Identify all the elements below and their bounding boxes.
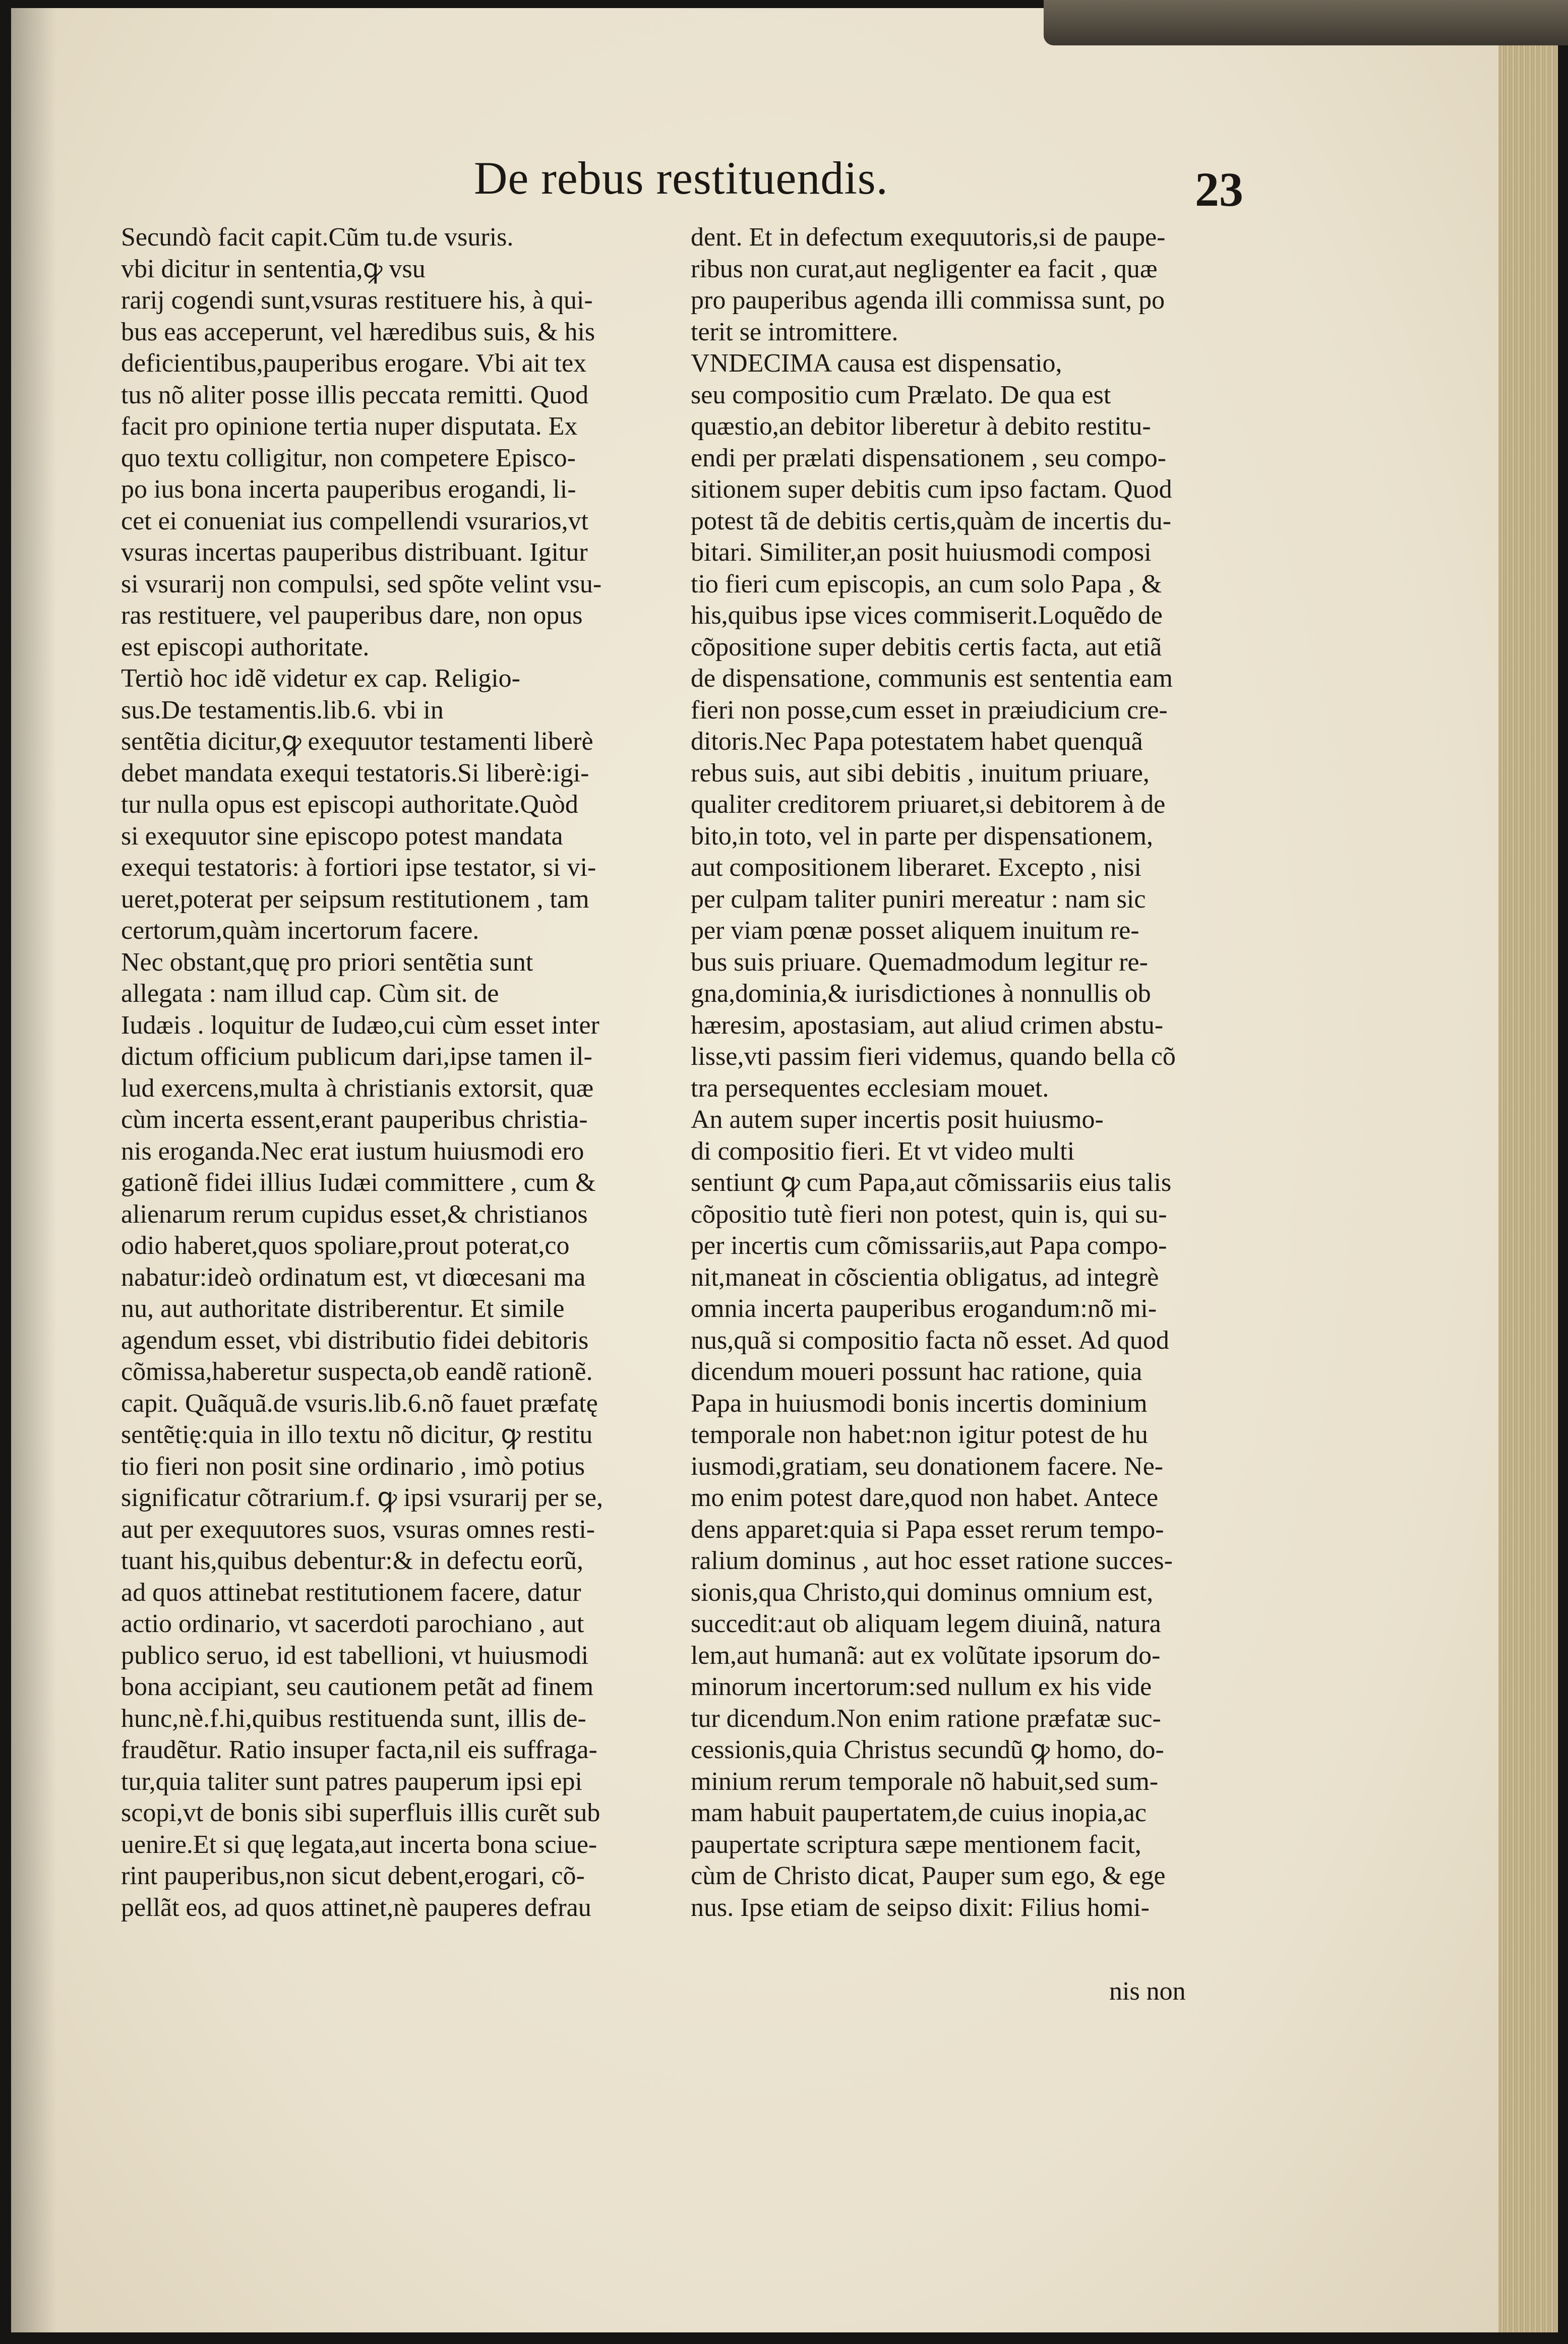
text-line: Iudæis . loquitur de Iudæo,cui cùm esset inter	[121, 1010, 599, 1040]
text-line: lem,aut humanã: aut ex volũtate ipsorum do-	[691, 1641, 1161, 1670]
text-line: cessionis,quia Christus secundũ ꝙ homo, do-	[691, 1735, 1164, 1764]
text-line: gna,dominia,& iurisdictiones à nonnullis ob	[691, 979, 1151, 1008]
book-clasp	[1044, 0, 1568, 45]
text-line: tur nulla opus est episcopi authoritate.Quòd	[121, 790, 578, 819]
text-line: nis eroganda.Nec erat iustum huiusmodi ero	[121, 1136, 584, 1166]
gutter-shadow	[11, 8, 56, 2332]
text-line: nus,quã si compositio facta nõ esset. Ad quod	[691, 1326, 1169, 1355]
text-line: An autem super incertis posit huiusmo-	[691, 1105, 1104, 1134]
text-line: succedit:aut ob aliquam legem diuinã, natura	[691, 1609, 1161, 1638]
text-line: Papa in huiusmodi bonis incertis dominium	[691, 1389, 1148, 1418]
text-line: tuant his,quibus debentur:& in defectu eorũ,	[121, 1546, 584, 1575]
text-line: di compositio fieri. Et vt video multi	[691, 1136, 1075, 1166]
text-line: bus suis priuare. Quemadmodum legitur re-	[691, 947, 1148, 977]
text-line: sentẽtię:quia in illo textu nõ dicitur, ꝙ restitu	[121, 1420, 593, 1449]
text-line: ribus non curat,aut negligenter ea facit , quæ	[691, 254, 1158, 283]
text-line: tio fieri non posit sine ordinario , imò potius	[121, 1452, 585, 1481]
text-line: publico seruo, id est tabellioni, vt huiusmodi	[121, 1641, 589, 1670]
text-line: hæresim, apostasiam, aut aliud crimen abstu-	[691, 1010, 1164, 1040]
text-line: rebus suis, aut sibi debitis , inuitum priuare,	[691, 758, 1150, 788]
text-line: hunc,nè.f.hi,quibus restituenda sunt, illis de-	[121, 1704, 586, 1733]
text-line: Secundò facit capit.Cũm tu.de vsuris.	[121, 223, 514, 252]
text-line: seu compositio cum Prælato. De qua est	[691, 380, 1111, 409]
text-line: quæstio,an debitor liberetur à debito restitu-	[691, 412, 1151, 441]
text-line: temporale non habet:non igitur potest de hu	[691, 1420, 1148, 1449]
running-head: De rebus restituendis.	[474, 152, 888, 204]
page-fore-edge	[1498, 8, 1558, 2332]
text-line: certorum,quàm incertorum facere.	[121, 916, 479, 945]
text-line: ditoris.Nec Papa potestatem habet quenquã	[691, 727, 1143, 756]
text-line: ueret,poterat per seipsum restitutionem , tam	[121, 884, 589, 914]
text-line: est episcopi authoritate.	[121, 632, 370, 662]
text-line: pro pauperibus agenda illi commissa sunt, po	[691, 286, 1165, 315]
text-line: exequi testatoris: à fortiori ipse testator, si vi-	[121, 853, 596, 882]
catchword: nis non	[1109, 1977, 1186, 2006]
text-line: tra persequentes ecclesiam mouet.	[691, 1073, 1049, 1103]
text-line: fraudẽtur. Ratio insuper facta,nil eis suffraga-	[121, 1735, 597, 1764]
text-line: aut per exequutores suos, vsuras omnes resti-	[121, 1515, 595, 1544]
text-line: mam habuit paupertatem,de cuius inopia,ac	[691, 1798, 1147, 1827]
text-line: dicendum moueri possunt hac ratione, quia	[691, 1357, 1142, 1386]
text-line: ras restituere, vel pauperibus dare, non opus	[121, 601, 583, 630]
text-line: bona accipiant, seu cautionem petãt ad finem	[121, 1672, 594, 1701]
text-line: cõmissa,haberetur suspecta,ob eandẽ rationẽ.	[121, 1357, 593, 1386]
text-line: nabatur:ideò ordinatum est, vt diœcesani ma	[121, 1263, 586, 1292]
text-line: dens apparet:quia si Papa esset rerum tempo-	[691, 1515, 1164, 1544]
text-line: dent. Et in defectum exequutoris,si de paupe-	[691, 223, 1166, 252]
text-line: tur,quia taliter sunt patres pauperum ipsi epi	[121, 1767, 582, 1796]
text-line: per viam pœnæ posset aliquem inuitum re-	[691, 916, 1139, 945]
text-line: dictum officium publicum dari,ipse tamen il-	[121, 1042, 592, 1071]
text-line: capit. Quãquã.de vsuris.lib.6.nõ fauet præfatę	[121, 1389, 598, 1418]
text-line: Nec obstant,quę pro priori sentẽtia sunt	[121, 947, 533, 977]
text-line: facit pro opinione tertia nuper disputata. Ex	[121, 412, 578, 441]
text-line: rarij cogendi sunt,vsuras restituere his, à qui-	[121, 286, 593, 315]
text-line: sionis,qua Christo,qui dominus omnium est,	[691, 1578, 1154, 1607]
text-line: omnia incerta pauperibus erogandum:nõ mi-	[691, 1294, 1157, 1323]
text-line: terit se intromittere.	[691, 317, 898, 346]
text-line: minium rerum temporale nõ habuit,sed sum-	[691, 1767, 1159, 1796]
text-line: vbi dicitur in sententia,ꝙ vsu	[121, 254, 426, 283]
left-column	[121, 222, 691, 1924]
text-line: iusmodi,gratiam, seu donationem facere. Ne-	[691, 1452, 1164, 1481]
text-line: rint pauperibus,non sicut debent,erogari, cõ-	[121, 1861, 585, 1890]
text-line: actio ordinario, vt sacerdoti parochiano , aut	[121, 1609, 584, 1638]
text-line: allegata : nam illud cap. Cùm sit. de	[121, 979, 499, 1008]
text-line: aut compositionem liberaret. Excepto , nisi	[691, 853, 1141, 882]
text-line: bitari. Similiter,an posit huiusmodi composi	[691, 538, 1152, 567]
text-line: potest tã de debitis certis,quàm de incertis du-	[691, 506, 1172, 535]
text-line: bus eas acceperunt, vel hæredibus suis, & his	[121, 317, 595, 346]
text-line: per culpam taliter puniri mereatur : nam sic	[691, 884, 1146, 914]
text-line: agendum esset, vbi distributio fidei debitoris	[121, 1326, 589, 1355]
text-line: cet ei conueniat ius compellendi vsurarios,vt	[121, 506, 589, 535]
text-line: nit,maneat in cõscientia obligatus, ad integrè	[691, 1263, 1159, 1292]
text-line: sentiunt ꝙ cum Papa,aut cõmissariis eius talis	[691, 1168, 1172, 1197]
text-line: odio haberet,quos spoliare,prout poterat,co	[121, 1231, 570, 1260]
text-line: gationẽ fidei illius Iudæi committere , cum &	[121, 1168, 596, 1197]
text-line: cõpositio tutè fieri non potest, quin is, qui su-	[691, 1199, 1167, 1229]
text-line: nus. Ipse etiam de seipso dixit: Filius homi-	[691, 1893, 1150, 1922]
text-line: bito,in toto, vel in parte per dispensationem,	[691, 821, 1154, 851]
text-line: lud exercens,multa à christianis extorsit, quæ	[121, 1073, 594, 1103]
text-line: minorum incertorum:sed nullum ex his vide	[691, 1672, 1152, 1701]
text-line: mo enim potest dare,quod non habet. Antece	[691, 1483, 1159, 1512]
text-line: qualiter creditorem priuaret,si debitorem à de	[691, 790, 1166, 819]
text-line: ralium dominus , aut hoc esset ratione succes-	[691, 1546, 1173, 1575]
text-line: paupertate scriptura sæpe mentionem facit,	[691, 1830, 1141, 1859]
text-line: Tertiò hoc idẽ videtur ex cap. Religio-	[121, 664, 520, 693]
text-line: vsuras incertas pauperibus distribuant. Igitur	[121, 538, 588, 567]
text-line: tus nõ aliter posse illis peccata remitti. Quod	[121, 380, 589, 409]
text-line: tio fieri cum episcopis, an cum solo Papa , &	[691, 569, 1162, 598]
text-line: sus.De testamentis.lib.6. vbi in	[121, 695, 444, 725]
text-line: sentẽtia dicitur,ꝙ exequutor testamenti liberè	[121, 727, 593, 756]
folio-number: 23	[1195, 162, 1243, 216]
text-line: fieri non posse,cum esset in præiudicium cre-	[691, 695, 1168, 725]
text-line: si exequutor sine episcopo potest mandata	[121, 821, 563, 851]
text-line: lisse,vti passim fieri videmus, quando bella cõ	[691, 1042, 1176, 1071]
text-line: alienarum rerum cupidus esset,& christianos	[121, 1199, 588, 1229]
text-line: per incertis cum cõmissariis,aut Papa compo-	[691, 1231, 1167, 1260]
text-line: deficientibus,pauperibus erogare. Vbi ait tex	[121, 349, 587, 378]
text-line: cõpositione super debitis certis facta, aut etiã	[691, 632, 1162, 662]
text-line: significatur cõtrarium.f. ꝙ ipsi vsurarij per se,	[121, 1483, 604, 1512]
text-line: ad quos attinebat restitutionem facere, datur	[121, 1578, 581, 1607]
text-line: cùm de Christo dicat, Pauper sum ego, & ege	[691, 1861, 1166, 1890]
text-line: de dispensatione, communis est sententia eam	[691, 664, 1173, 693]
text-line: sitionem super debitis cum ipso factam. Quod	[691, 475, 1172, 504]
text-line: debet mandata exequi testatoris.Si liberè:igi-	[121, 758, 589, 788]
text-line: cùm incerta essent,erant pauperibus christia-	[121, 1105, 588, 1134]
text-line: pellãt eos, ad quos attinet,nè pauperes defrau	[121, 1893, 591, 1922]
text-line: si vsurarij non compulsi, sed spõte velint vsu-	[121, 569, 602, 598]
text-line: quo textu colligitur, non competere Episco-	[121, 443, 576, 472]
text-line: his,quibus ipse vices commiserit.Loquẽdo de	[691, 601, 1163, 630]
text-line: VNDECIMA causa est dispensatio,	[691, 349, 1062, 378]
text-line: po ius bona incerta pauperibus erogandi, li-	[121, 475, 576, 504]
text-line: endi per prælati dispensationem , seu compo-	[691, 443, 1167, 472]
text-line: tur dicendum.Non enim ratione præfatæ suc-	[691, 1704, 1161, 1733]
text-line: nu, aut authoritate distriberentur. Et simile	[121, 1294, 565, 1323]
text-line: scopi,vt de bonis sibi superfluis illis curẽt sub	[121, 1798, 600, 1827]
right-column	[691, 222, 1225, 1924]
text-line: uenire.Et si quę legata,aut incerta bona sciue-	[121, 1830, 597, 1859]
